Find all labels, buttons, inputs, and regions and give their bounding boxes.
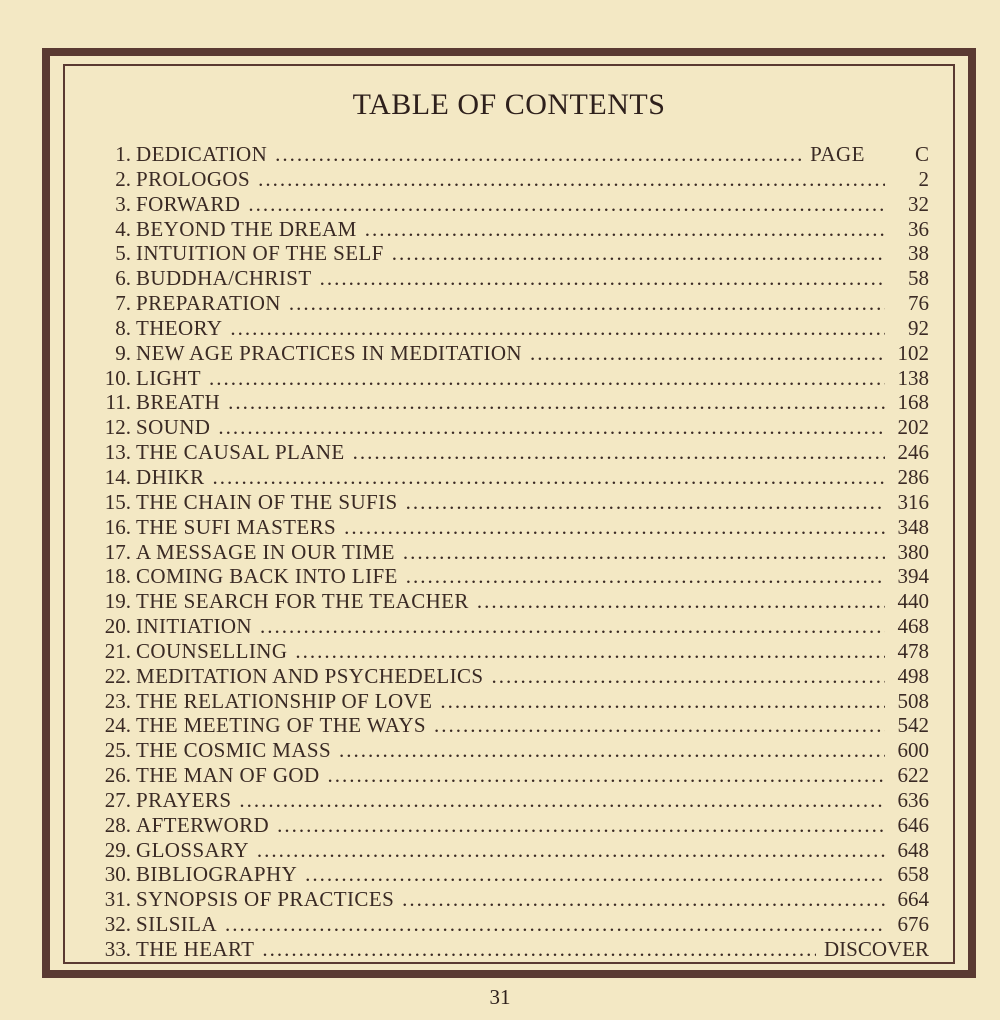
toc-entry-page: 38	[908, 241, 929, 266]
toc-entry-number: 19.	[104, 589, 131, 614]
toc-entry-number: 26.	[104, 763, 131, 788]
dot-leader	[230, 316, 885, 341]
dot-leader	[289, 291, 885, 316]
toc-entry-title: THE COSMIC MASS	[136, 738, 332, 763]
toc-entry-number: 20.	[104, 614, 131, 639]
dot-leader	[257, 838, 885, 863]
toc-entry-page: 648	[897, 837, 929, 862]
toc-entry-title: SOUND	[136, 415, 211, 440]
toc-entry-number: 8.	[115, 315, 131, 340]
toc-entry	[103, 589, 929, 614]
toc-entry-number: 2.	[115, 166, 131, 191]
toc-entry-page: 102	[897, 340, 929, 365]
dot-leader	[209, 366, 885, 391]
toc-entry	[103, 540, 929, 565]
toc-entry-number: 28.	[104, 812, 131, 837]
toc-entry-title: BUDDHA/CHRIST	[136, 266, 312, 291]
dot-leader	[225, 912, 885, 937]
toc-entry-page: 76	[908, 291, 929, 316]
toc-entry-number: 32.	[104, 912, 131, 937]
toc-entry-number: 25.	[104, 738, 131, 763]
toc-entry-title: GLOSSARY	[136, 837, 249, 862]
toc-entry	[103, 788, 929, 813]
toc-entry-page: 622	[897, 763, 929, 788]
toc-entry	[103, 266, 929, 291]
toc-entry-page: 286	[897, 464, 929, 489]
toc-entry-number: 29.	[104, 837, 131, 862]
toc-entry-number: 14.	[104, 464, 131, 489]
dot-leader	[275, 142, 802, 167]
toc-entry-number: 11.	[105, 390, 131, 415]
dot-leader	[339, 738, 885, 763]
toc-entry-page: 92	[908, 315, 929, 340]
toc-entry-title: MEDITATION AND PSYCHEDELICS	[136, 663, 484, 688]
inner-border-frame	[63, 64, 955, 964]
toc-entry-number: 31.	[104, 887, 131, 912]
page-number: 31	[489, 985, 511, 1009]
toc-entry	[103, 241, 929, 266]
dot-leader	[239, 788, 885, 813]
toc-entry-page: 2	[918, 166, 929, 191]
toc-entry-title: THE MAN OF GOD	[136, 763, 320, 788]
toc-entry-title: AFTERWORD	[136, 812, 270, 837]
toc-entry-number: 23.	[104, 688, 131, 713]
dot-leader	[353, 440, 885, 465]
toc-entry	[103, 390, 929, 415]
toc-entry	[103, 763, 929, 788]
toc-entry-number: 17.	[104, 539, 131, 564]
toc-entry	[103, 713, 929, 738]
toc-entry	[103, 291, 929, 316]
page-column-label: PAGE	[810, 142, 865, 166]
toc-entry-title: PREPARATION	[136, 291, 281, 316]
toc-entry-number: 10.	[104, 365, 131, 390]
toc-entry-number: 13.	[104, 440, 131, 465]
toc-list	[103, 142, 929, 962]
toc-entry-title: NEW AGE PRACTICES IN MEDITATION	[136, 340, 522, 365]
toc-entry-page: 32	[908, 191, 929, 216]
toc-entry-page: 58	[908, 266, 929, 291]
toc-entry	[103, 142, 929, 167]
dot-leader	[320, 266, 885, 291]
toc-entry-number: 22.	[104, 663, 131, 688]
toc-entry-title: BREATH	[136, 390, 221, 415]
dot-leader	[530, 341, 885, 366]
toc-entry	[103, 887, 929, 912]
dot-leader	[477, 589, 885, 614]
toc-entry-title: INITIATION	[136, 614, 252, 639]
dot-leader	[262, 937, 816, 962]
dot-leader	[344, 515, 885, 540]
toc-entry-number: 27.	[104, 787, 131, 812]
toc-entry-number: 30.	[104, 862, 131, 887]
toc-entry-page: 664	[897, 887, 929, 912]
dot-leader	[295, 639, 885, 664]
toc-entry-title: COUNSELLING	[136, 638, 288, 663]
toc-entry-title: THE MEETING OF THE WAYS	[136, 713, 426, 738]
toc-entry-page: 348	[897, 514, 929, 539]
dot-leader	[491, 664, 885, 689]
toc-entry-page: 138	[897, 365, 929, 390]
toc-entry-number: 21.	[104, 638, 131, 663]
toc-entry-title: A MESSAGE IN OUR TIME	[136, 539, 395, 564]
toc-entry	[103, 341, 929, 366]
toc-entry-title: THE SUFI MASTERS	[136, 514, 337, 539]
toc-entry	[103, 192, 929, 217]
dot-leader	[248, 192, 885, 217]
toc-entry	[103, 639, 929, 664]
toc-entry-title: THE SEARCH FOR THE TEACHER	[136, 589, 469, 614]
toc-entry-page: 676	[897, 912, 929, 937]
toc-entry	[103, 738, 929, 763]
toc-entry-page: 600	[897, 738, 929, 763]
toc-entry-page: 394	[897, 564, 929, 589]
page-title: TABLE OF CONTENTS	[352, 88, 666, 121]
toc-entry-title: BIBLIOGRAPHY	[136, 862, 298, 887]
dot-leader	[403, 540, 885, 565]
toc-entry	[103, 490, 929, 515]
toc-entry-title: THE CHAIN OF THE SUFIS	[136, 489, 398, 514]
dot-leader	[402, 887, 885, 912]
toc-entry-number: 9.	[115, 340, 131, 365]
toc-entry-number: 12.	[104, 415, 131, 440]
toc-entry	[103, 937, 929, 962]
toc-entry-title: COMING BACK INTO LIFE	[136, 564, 398, 589]
dot-leader	[434, 713, 885, 738]
toc-entry	[103, 689, 929, 714]
toc-entry-title: PROLOGOS	[136, 166, 251, 191]
toc-entry	[103, 564, 929, 589]
outer-border-frame	[42, 48, 976, 978]
toc-entry	[103, 316, 929, 341]
dot-leader	[440, 689, 885, 714]
toc-entry-title: DEDICATION	[136, 142, 268, 166]
toc-entry-title: DHIKR	[136, 464, 205, 489]
toc-entry-page: DISCOVER	[823, 937, 929, 961]
toc-entry-title: THE HEART	[136, 937, 255, 961]
toc-entry-page: 658	[897, 862, 929, 887]
toc-entry	[103, 614, 929, 639]
toc-entry-number: 18.	[104, 564, 131, 589]
dot-leader	[277, 813, 885, 838]
toc-entry-title: INTUITION OF THE SELF	[136, 241, 384, 266]
dot-leader	[392, 241, 885, 266]
toc-entry	[103, 167, 929, 192]
toc-entry	[103, 366, 929, 391]
toc-entry-page: 380	[897, 539, 929, 564]
toc-entry-page: 636	[897, 787, 929, 812]
toc-entry	[103, 515, 929, 540]
toc-entry-page: 36	[908, 216, 929, 241]
toc-entry-number: 7.	[115, 291, 131, 316]
toc-entry-title: THEORY	[136, 315, 223, 340]
toc-entry-title: THE CAUSAL PLANE	[136, 440, 345, 465]
toc-entry-number: 33.	[104, 937, 131, 961]
toc-entry-page: 468	[897, 614, 929, 639]
dot-leader	[305, 862, 885, 887]
toc-entry-page: 498	[897, 663, 929, 688]
toc-entry	[103, 912, 929, 937]
toc-entry-title: THE RELATIONSHIP OF LOVE	[136, 688, 433, 713]
toc-entry-page: C	[914, 142, 929, 166]
toc-entry-number: 3.	[115, 191, 131, 216]
toc-entry-page: 168	[897, 390, 929, 415]
dot-leader	[328, 763, 885, 788]
toc-entry-title: SYNOPSIS OF PRACTICES	[136, 887, 395, 912]
toc-entry-page: 202	[897, 415, 929, 440]
dot-leader	[406, 490, 885, 515]
toc-entry	[103, 862, 929, 887]
toc-entry	[103, 217, 929, 242]
toc-entry	[103, 813, 929, 838]
toc-entry-title: FORWARD	[136, 191, 241, 216]
dot-leader	[260, 614, 885, 639]
toc-entry-title: SILSILA	[136, 912, 217, 937]
toc-entry-page: 508	[897, 688, 929, 713]
toc-entry-number: 24.	[104, 713, 131, 738]
toc-entry-page: 646	[897, 812, 929, 837]
toc-entry	[103, 415, 929, 440]
dot-leader	[213, 465, 886, 490]
toc-entry-page: 542	[897, 713, 929, 738]
dot-leader	[365, 217, 885, 242]
toc-entry-number: 4.	[115, 216, 131, 241]
toc-entry-number: 1.	[115, 142, 131, 166]
dot-leader	[228, 390, 885, 415]
toc-entry-title: LIGHT	[136, 365, 201, 390]
toc-entry	[103, 838, 929, 863]
dot-leader	[218, 415, 885, 440]
toc-entry-page: 316	[897, 489, 929, 514]
toc-entry-number: 15.	[104, 489, 131, 514]
toc-entry	[103, 440, 929, 465]
toc-entry-page: 246	[897, 440, 929, 465]
toc-entry-number: 5.	[115, 241, 131, 266]
toc-entry-number: 16.	[104, 514, 131, 539]
toc-entry-page: 440	[897, 589, 929, 614]
toc-entry-title: BEYOND THE DREAM	[136, 216, 357, 241]
toc-entry-page: 478	[897, 638, 929, 663]
toc-entry-title: PRAYERS	[136, 787, 232, 812]
toc-entry	[103, 664, 929, 689]
toc-entry	[103, 465, 929, 490]
dot-leader	[258, 167, 885, 192]
toc-entry-number: 6.	[115, 266, 131, 291]
dot-leader	[406, 564, 885, 589]
